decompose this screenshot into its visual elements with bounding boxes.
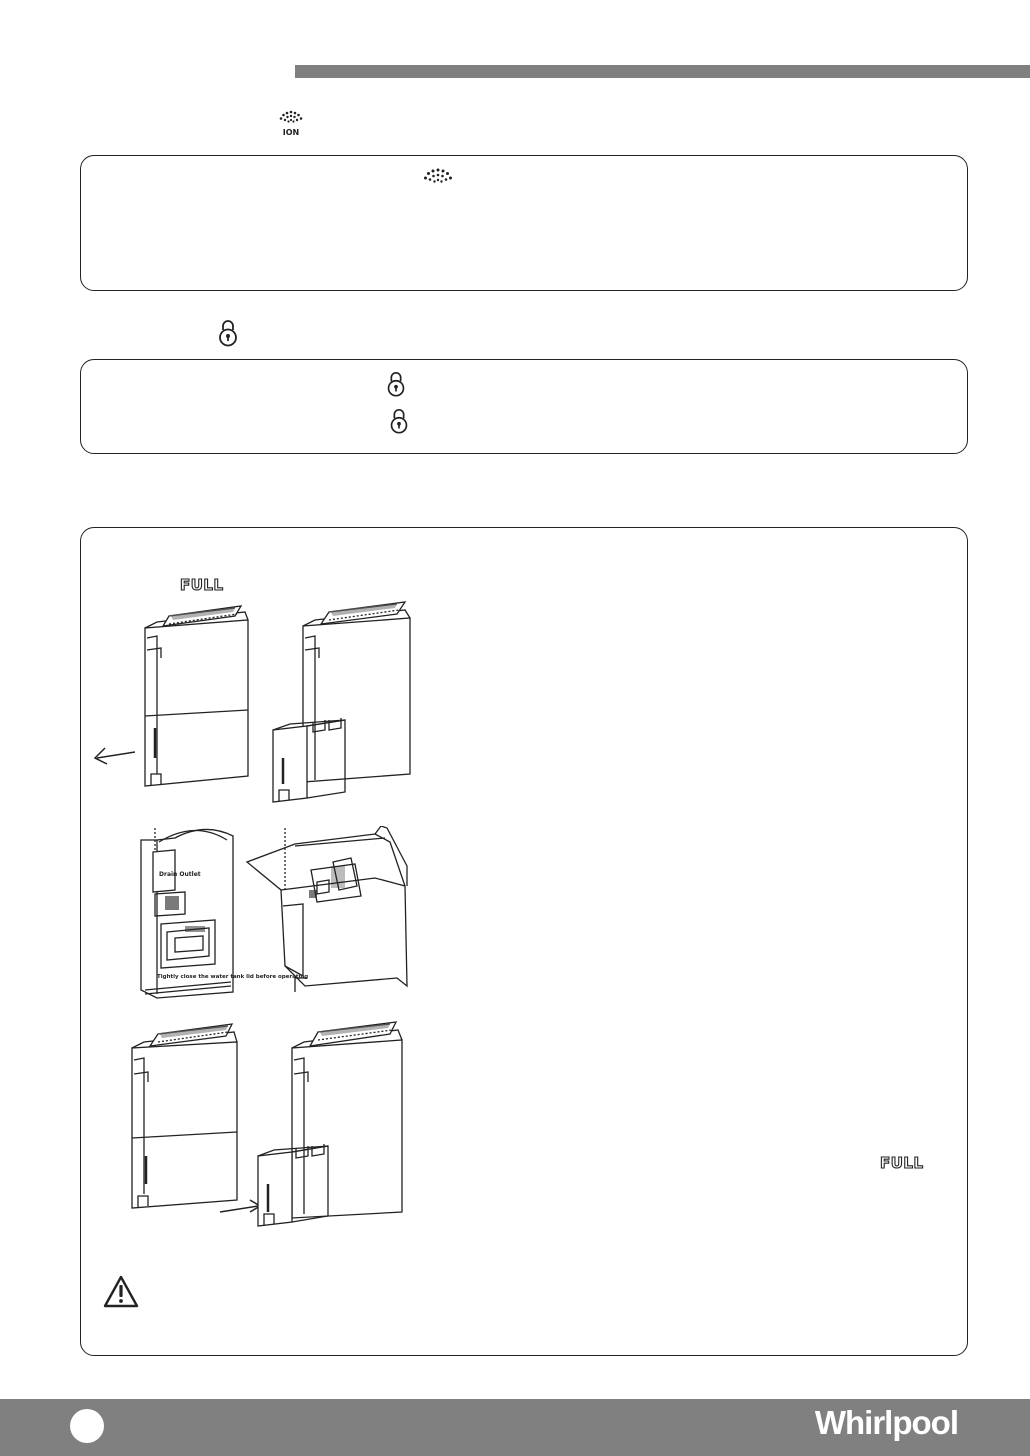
- tank-inner-label: Drain Outlet: [159, 871, 201, 878]
- ion-info-box: [80, 155, 968, 291]
- tank-front-label: Tightly close the water tank lid before operating: [157, 974, 309, 980]
- lock-icon: [218, 318, 238, 353]
- lock-info-box: [80, 359, 968, 454]
- ion-icon: [276, 108, 306, 143]
- full-indicator-label: FULL: [180, 576, 224, 594]
- ion-arc-icon: [421, 166, 455, 195]
- remove-tank-illustration: [85, 598, 430, 810]
- page-number-circle: [70, 1409, 104, 1443]
- lock-icon: [389, 407, 409, 440]
- tank-drain-outlet-illustration: [135, 826, 420, 1002]
- header-bar: [295, 65, 1030, 78]
- brand-logo: Whirlpool: [814, 1404, 958, 1441]
- ion-icon-text: ION: [282, 128, 300, 137]
- reinsert-tank-illustration: [102, 1018, 430, 1228]
- lock-icon: [386, 370, 406, 403]
- full-indicator-label: FULL: [880, 1154, 924, 1172]
- warning-triangle-icon: [102, 1274, 140, 1310]
